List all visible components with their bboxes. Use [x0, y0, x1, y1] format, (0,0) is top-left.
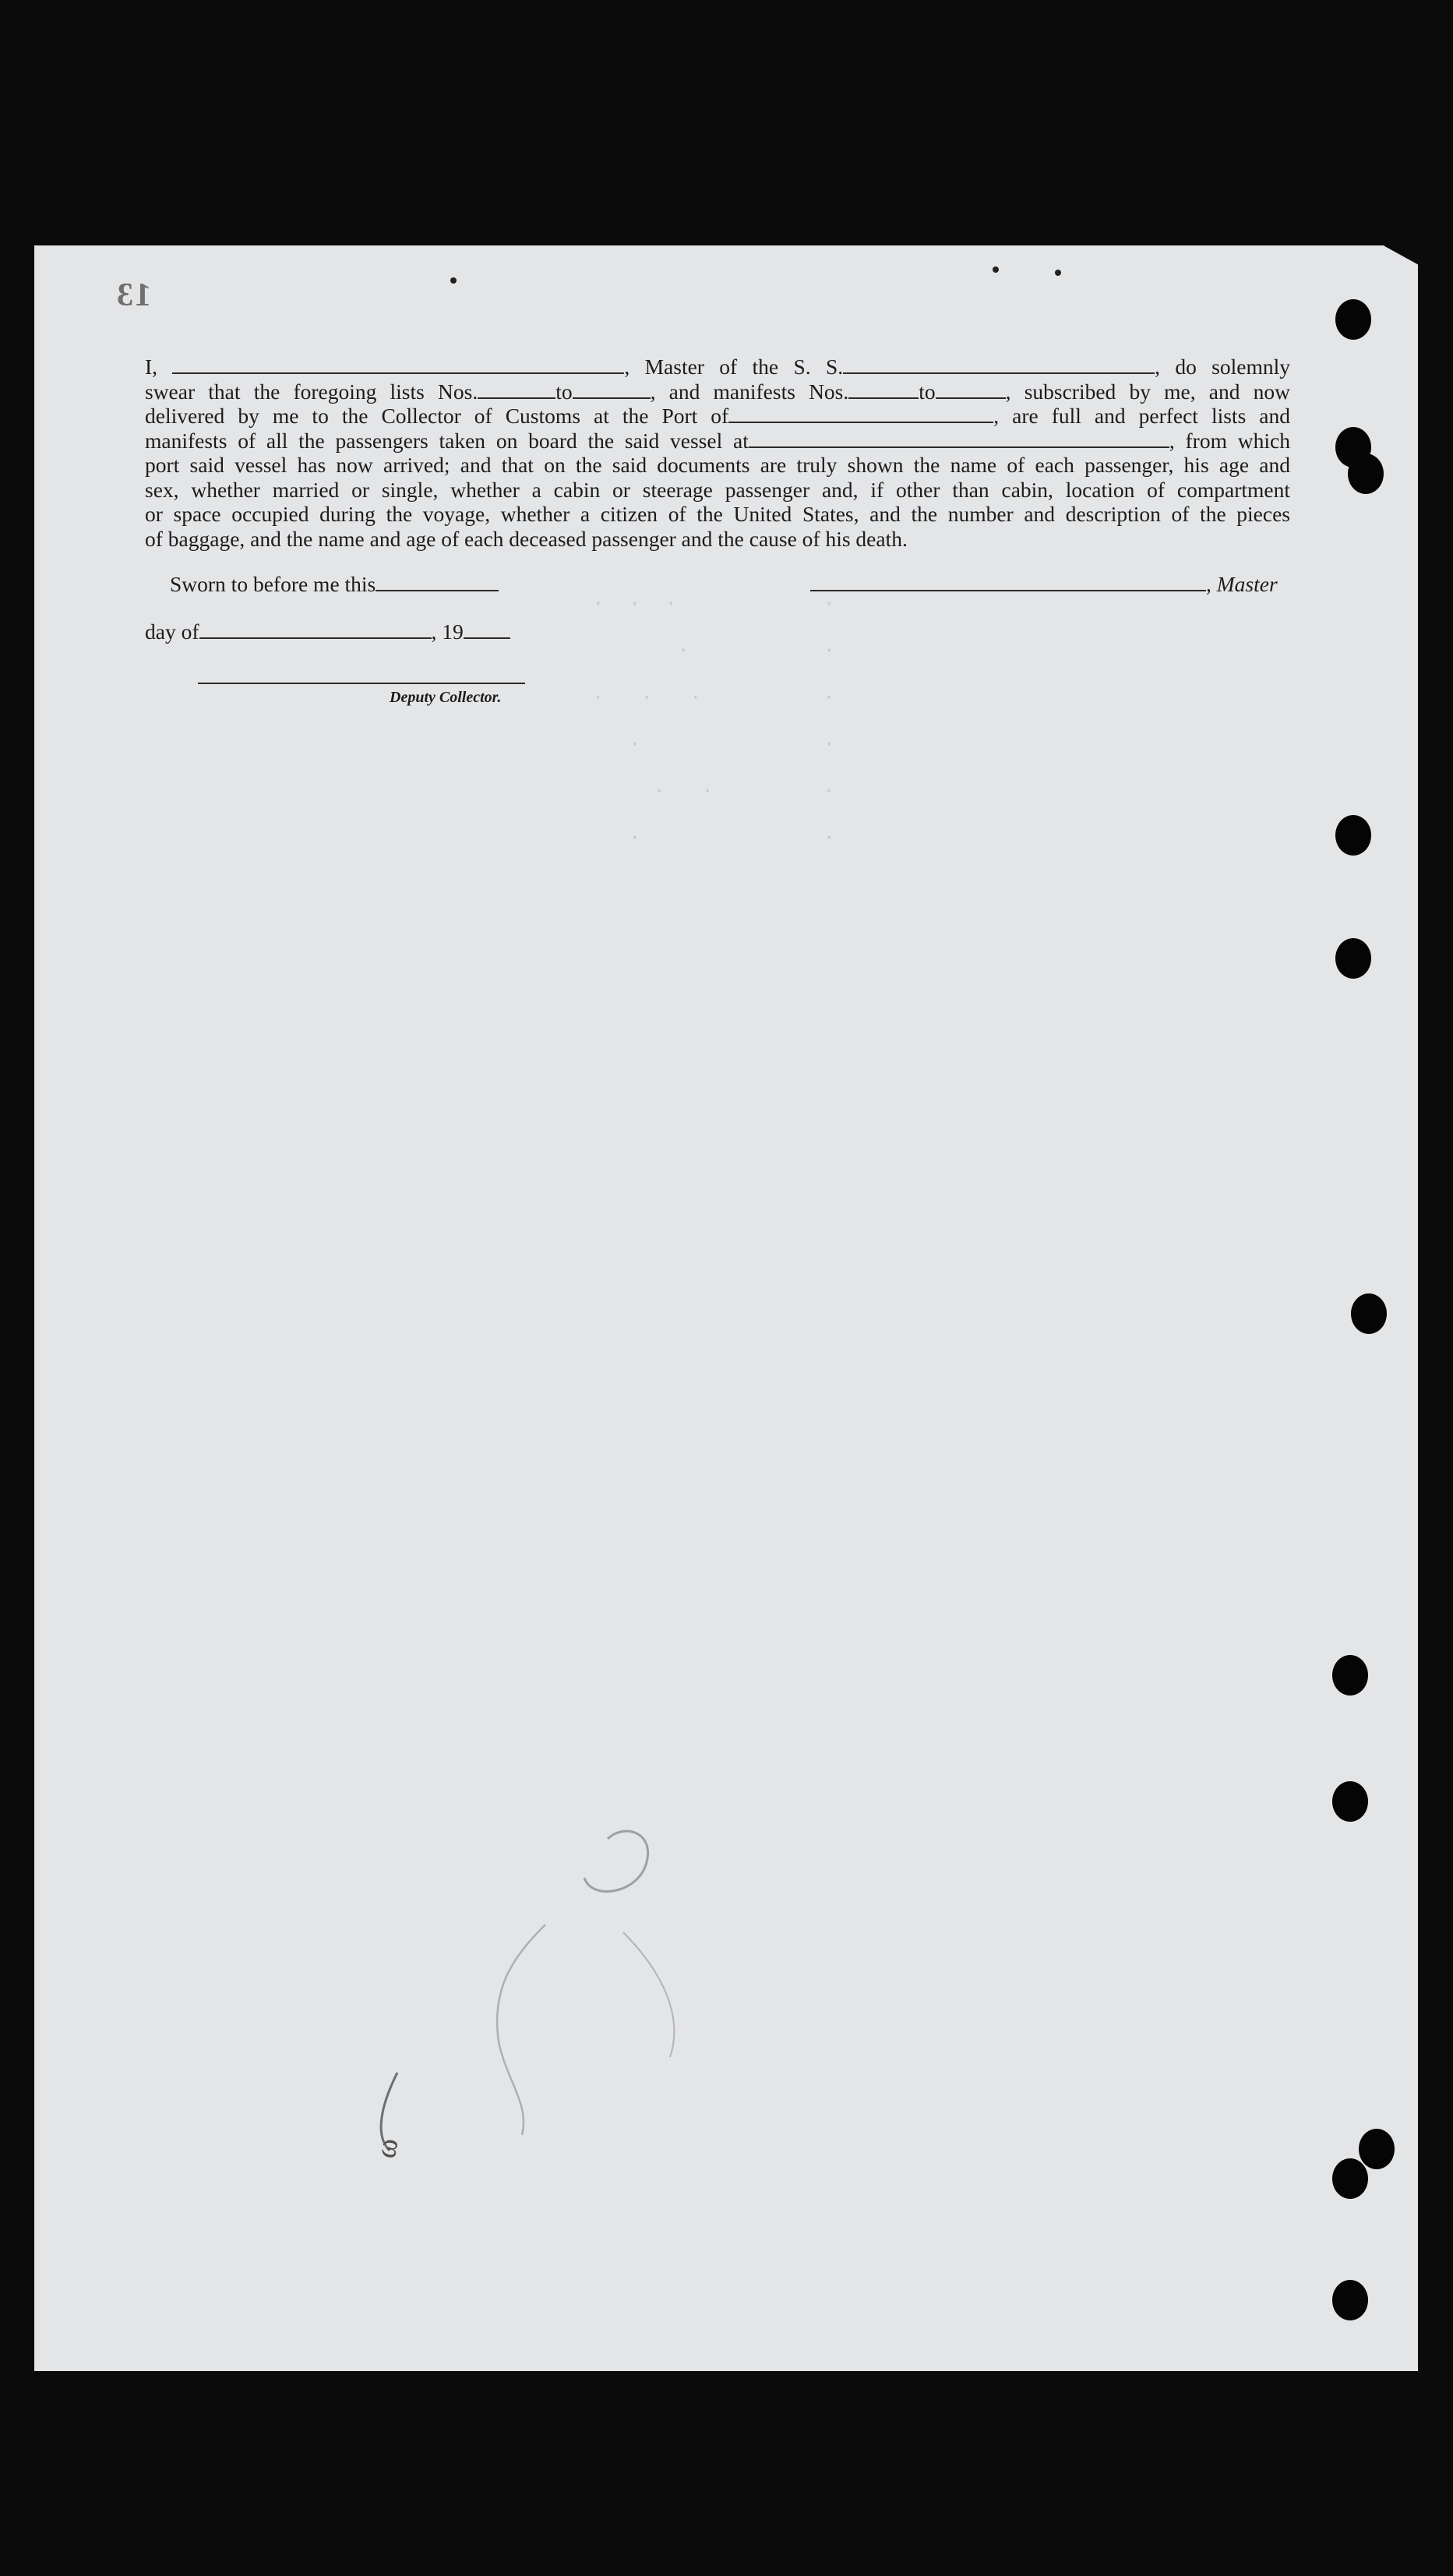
- bleed-through-text: · · · · · · · · · · · · · · · · ·: [592, 592, 836, 849]
- deputy-signature-line: [198, 683, 525, 684]
- punch-hole: [1348, 453, 1384, 494]
- punch-hole: [1351, 1293, 1387, 1334]
- manifest-from-blank: [848, 380, 919, 399]
- oath-line-1: I, , Master of the S. S. , do solemnly: [145, 355, 1290, 379]
- master-signature-blank: [810, 573, 1206, 591]
- punch-hole: [1332, 2280, 1368, 2320]
- sworn-day-blank: [376, 573, 499, 591]
- date-row: day of , 19: [145, 619, 510, 644]
- oath-line-8: of baggage, and the name and age of each deceased passenger and the cause of his death.: [145, 526, 908, 551]
- deputy-collector-label: Deputy Collector.: [390, 689, 502, 706]
- punch-hole: [1332, 1655, 1368, 1696]
- page-number: 13: [115, 277, 151, 313]
- punch-hole: [1335, 815, 1371, 856]
- oath-line-6: sex, whether married or single, whether a cabin or steerage passenger and, if other than cabin, location of compartment: [145, 477, 1290, 502]
- departure-port-blank: [749, 429, 1169, 448]
- oath-line-7: or space occupied during the voyage, whether a citizen of the United States, and the number and description of the pieces: [145, 502, 1290, 526]
- paper-speck: [450, 277, 457, 284]
- list-from-blank: [478, 380, 555, 399]
- oath-line-2: swear that the foregoing lists Nos. to , and manifests Nos. to , subscribed by me, and now: [145, 379, 1290, 404]
- master-signature-row: , Master: [810, 572, 1278, 597]
- punch-hole: [1335, 299, 1371, 340]
- ship-name-blank: [843, 355, 1155, 374]
- handwritten-scribble: [327, 1808, 795, 2197]
- port-blank: [728, 404, 993, 423]
- paper-speck: [993, 266, 999, 273]
- year-blank: [464, 620, 510, 639]
- oath-line-3: delivered by me to the Collector of Customs at the Port of , are full and perfect lists and: [145, 404, 1290, 428]
- oath-line-5: port said vessel has now arrived; and that on the said documents are truly shown the name of each passenger, his age and: [145, 453, 1290, 477]
- sworn-row: Sworn to before me this: [170, 572, 499, 597]
- list-to-blank: [573, 380, 651, 399]
- master-name-blank: [172, 355, 624, 374]
- oath-line-4: manifests of all the passengers taken on board the said vessel at , from which: [145, 428, 1290, 453]
- punch-hole: [1359, 2129, 1395, 2169]
- svg-text:ω: ω: [369, 2136, 405, 2161]
- manifest-to-blank: [936, 380, 1006, 399]
- punch-hole: [1332, 2158, 1368, 2199]
- oath-paragraph: [145, 355, 1290, 551]
- paper-speck: [1055, 270, 1061, 276]
- punch-hole: [1335, 938, 1371, 979]
- punch-hole: [1332, 1781, 1368, 1822]
- month-blank: [199, 620, 432, 639]
